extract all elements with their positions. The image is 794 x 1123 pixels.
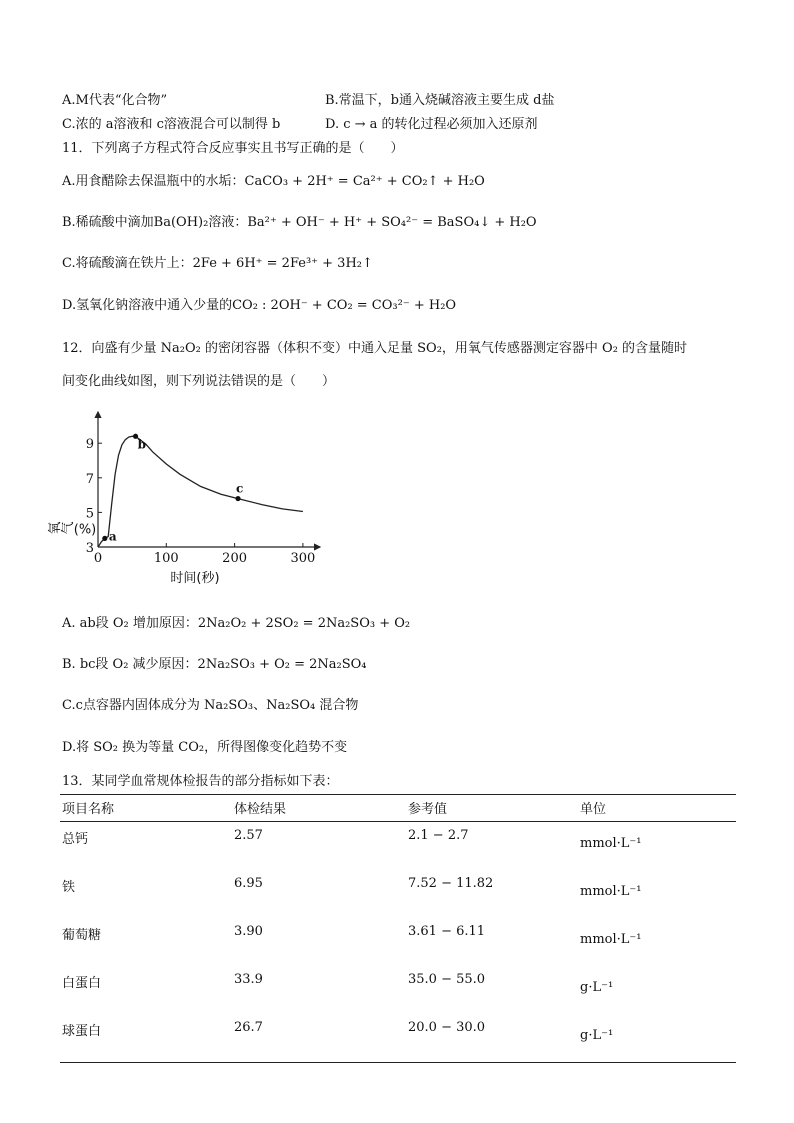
cell-item: 葡萄糖 xyxy=(62,928,102,943)
point-c xyxy=(235,496,240,501)
blood-test-table xyxy=(60,794,736,1063)
cell-unit: g·L⁻¹ xyxy=(578,1014,736,1063)
cell-reference: 2.1 − 2.7 xyxy=(408,828,469,843)
q11-option-c: C.将硫酸滴在铁片上：2Fe + 6H⁺ = 2Fe³⁺ + 3H₂↑ xyxy=(62,256,373,271)
x-axis-title: 时间(秒) xyxy=(170,571,220,586)
cell-unit: mmol·L⁻¹ xyxy=(580,836,642,851)
q11-option-a: A.用食醋除去保温瓶中的水垢：CaCO₃ + 2H⁺ = Ca²⁺ + CO₂↑ + H₂O xyxy=(62,174,485,189)
y-tick-label: 5 xyxy=(85,506,94,522)
cell-result: 3.90 xyxy=(234,924,263,939)
cell-unit: mmol·L⁻¹ xyxy=(580,932,642,947)
x-tick-label: 0 xyxy=(93,551,103,566)
cell-item: 铁 xyxy=(62,880,76,895)
q10-option-c: C.浓的 a溶液和 c溶液混合可以制得 b xyxy=(62,117,281,132)
header-reference: 参考值 xyxy=(406,795,578,822)
q10-option-a: A.M代表“化合物” xyxy=(62,93,168,108)
q12-stem-line1: 12．向盛有少量 Na₂O₂ 的密闭容器（体积不变）中通入足量 SO₂，用氧气传感器测定容器中 O₂ 的含量随时 xyxy=(62,341,688,356)
cell-reference: 20.0 − 30.0 xyxy=(406,1014,578,1063)
point-label-b: b xyxy=(137,437,146,452)
table-row xyxy=(60,822,736,871)
cell-item: 白蛋白 xyxy=(62,976,102,991)
point-a xyxy=(102,536,107,541)
y-tick-label: 3 xyxy=(85,541,94,556)
q12-option-c: C.c点容器内固体成分为 Na₂SO₃、Na₂SO₄ 混合物 xyxy=(62,698,359,713)
cell-result: 26.7 xyxy=(232,1014,406,1063)
point-label-a: a xyxy=(108,529,117,544)
table-row xyxy=(60,870,736,918)
cell-reference: 35.0 − 55.0 xyxy=(408,972,486,987)
cell-reference: 3.61 − 6.11 xyxy=(408,924,486,939)
cell-item: 总钙 xyxy=(62,832,89,847)
table-row xyxy=(60,918,736,966)
q13-stem: 13．某同学血常规体检报告的部分指标如下表： xyxy=(62,774,339,789)
table-header-row xyxy=(60,795,736,822)
y-axis-title: 氧气(%) xyxy=(47,522,97,538)
q10-option-d: D. c → a 的转化过程必须加入还原剂 xyxy=(325,117,538,132)
cell-item: 球蛋白 xyxy=(60,1014,232,1063)
cell-reference: 7.52 − 11.82 xyxy=(408,876,494,891)
cell-result: 33.9 xyxy=(234,972,263,987)
cell-result: 6.95 xyxy=(234,876,263,891)
x-tick-label: 100 xyxy=(153,551,179,566)
y-tick-label: 9 xyxy=(85,437,94,453)
cell-unit: mmol·L⁻¹ xyxy=(580,884,642,899)
header-unit: 单位 xyxy=(578,795,736,822)
series-line-o2 xyxy=(98,436,303,547)
q11-option-b: B.稀硫酸中滴加Ba(OH)₂溶液：Ba²⁺ + OH⁻ + H⁺ + SO₄²⁻ = BaSO₄↓ + H₂O xyxy=(62,215,537,230)
x-tick-label: 200 xyxy=(222,551,248,566)
x-tick-label: 300 xyxy=(290,551,316,566)
q11-option-d: D.氢氧化钠溶液中通入少量的CO₂ : 2OH⁻ + CO₂ = CO₃²⁻ + H₂O xyxy=(62,298,457,313)
cell-unit: g·L⁻¹ xyxy=(580,980,614,995)
q12-option-a: A. ab段 O₂ 增加原因：2Na₂O₂ + 2SO₂ = 2Na₂SO₃ + O₂ xyxy=(62,616,411,631)
table-row xyxy=(60,1014,736,1063)
y-tick-label: 7 xyxy=(85,471,94,487)
q12-stem-line2: 间变化曲线如图，则下列说法错误的是（ ） xyxy=(62,374,336,389)
header-result: 体检结果 xyxy=(232,795,406,822)
header-item-name: 项目名称 xyxy=(60,795,232,822)
table-row xyxy=(60,966,736,1014)
oxygen-content-chart xyxy=(47,410,330,586)
q10-option-b: B.常温下，b通入烧碱溶液主要生成 d盐 xyxy=(325,93,555,108)
q12-option-b: B. bc段 O₂ 减少原因：2Na₂SO₃ + O₂ = 2Na₂SO₄ xyxy=(62,657,367,672)
q12-option-d: D.将 SO₂ 换为等量 CO₂，所得图像变化趋势不变 xyxy=(62,740,348,755)
q11-stem: 11．下列离子方程式符合反应事实且书写正确的是（ ） xyxy=(62,141,404,156)
point-label-c: c xyxy=(236,481,244,496)
cell-result: 2.57 xyxy=(234,828,263,843)
